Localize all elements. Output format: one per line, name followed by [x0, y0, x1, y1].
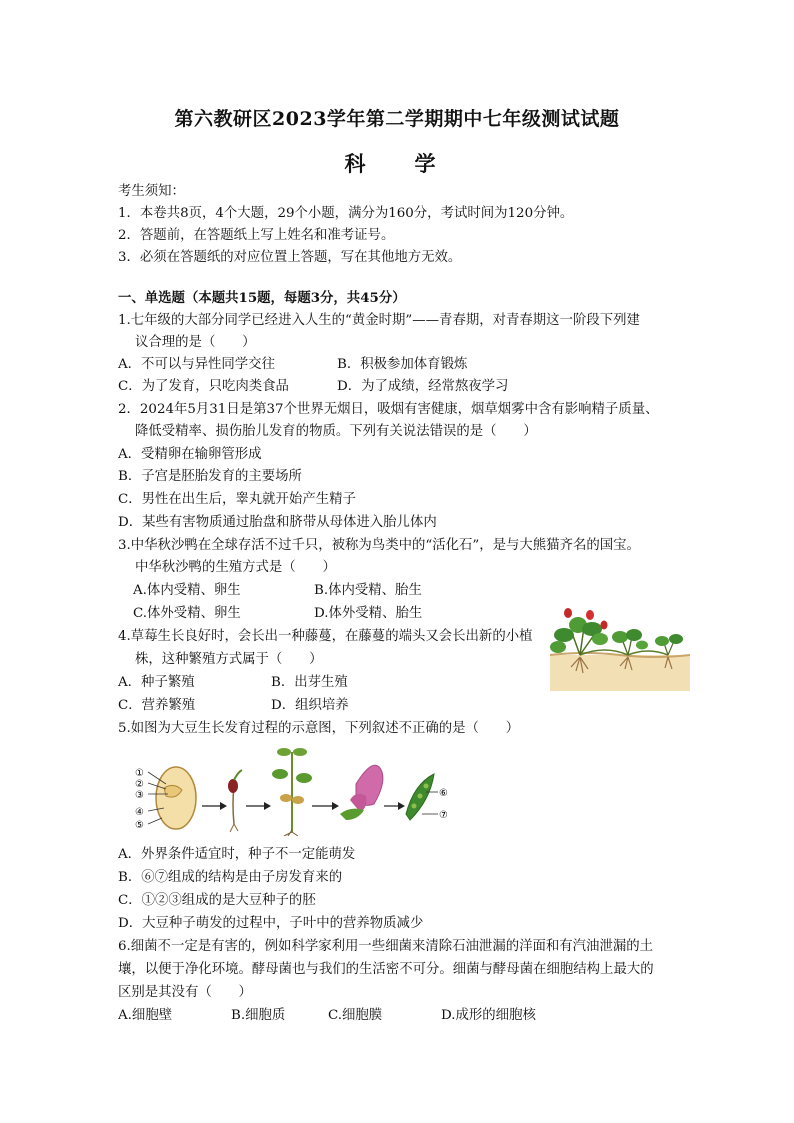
option-a: A.细胞壁 [118, 1008, 173, 1023]
notice-item: 1．本卷共8页，4个大题，29个小题，满分为160分，考试时间为120分钟。 [118, 206, 574, 221]
question-5-stem: 5.如图为大豆生长发育过程的示意图，下列叙述不正确的是（ ） [118, 721, 520, 736]
option-c: C.细胞膜 [328, 1008, 383, 1023]
diagram-label: ⑤ [135, 820, 144, 831]
strawberry-runner-image [550, 605, 690, 691]
option-d: D．为了成绩，经常熬夜学习 [337, 379, 509, 394]
diagram-label: ② [135, 779, 144, 790]
option-a: A．种子繁殖 [118, 675, 195, 690]
option-a: A．外界条件适宜时，种子不一定能萌发 [118, 847, 356, 862]
question-3-stem-cont: 中华秋沙鸭的生殖方式是（ ） [135, 560, 336, 575]
option-d: D．某些有害物质通过胎盘和脐带从母体进入胎儿体内 [118, 515, 437, 530]
question-4-stem-cont: 株，这种繁殖方式属于（ ） [135, 652, 323, 667]
diagram-label: ③ [135, 790, 144, 801]
option-a: A.体内受精、卵生 [133, 583, 241, 598]
question-1-stem-cont: 议合理的是（ ） [135, 335, 256, 350]
option-b: B．⑥⑦组成的结构是由子房发育来的 [118, 870, 343, 885]
question-6-stem-cont: 区别是其没有（ ） [118, 985, 252, 1000]
diagram-label: ⑥ [439, 788, 448, 799]
question-2-stem-cont: 降低受精率、损伤胎儿发育的物质。下列有关说法错误的是（ ） [135, 424, 537, 439]
option-a: A．不可以与异性同学交往 [118, 357, 275, 372]
notice-item: 3．必须在答题纸的对应位置上答题，写在其他地方无效。 [118, 250, 462, 265]
option-d: D.成形的细胞核 [441, 1008, 536, 1023]
question-3-stem: 3.中华秋沙鸭在全球存活不过千只，被称为鸟类中的“活化石”，是与大熊猫齐名的国宝。 [118, 538, 640, 553]
option-b: B．积极参加体育锻炼 [337, 357, 468, 372]
option-d: D.体外受精、胎生 [314, 606, 423, 621]
option-c: C．营养繁殖 [118, 698, 196, 713]
option-c: C．男性在出生后，睾丸就开始产生精子 [118, 492, 356, 507]
diagram-label: ⑦ [439, 810, 448, 821]
option-a: A．受精卵在输卵管形成 [118, 447, 262, 462]
option-c: C．为了发育，只吃肉类食品 [118, 379, 289, 394]
option-c: C．①②③组成的是大豆种子的胚 [118, 893, 316, 908]
section-heading: 一、单选题（本题共15题，每题3分，共45分） [118, 290, 406, 306]
diagram-label: ① [135, 768, 144, 779]
question-1-stem: 1.七年级的大部分同学已经进入人生的“黄金时期”——青春期，对青春期这一阶段下列建 [118, 313, 640, 328]
option-b: B．子宫是胚胎发育的主要场所 [118, 469, 302, 484]
option-b: B.细胞质 [231, 1008, 286, 1023]
option-d: D．大豆种子萌发的过程中，子叶中的营养物质减少 [118, 916, 424, 931]
question-6-stem-cont: 壤，以便于净化环境。酵母菌也与我们的生活密不可分。细菌与酵母菌在细胞结构上最大的 [118, 962, 654, 977]
exam-title: 第六教研区2023学年第二学期期中七年级测试试题 [174, 108, 620, 130]
notice-item: 2．答题前，在答题纸上写上姓名和准考证号。 [118, 228, 395, 243]
soybean-growth-diagram [134, 744, 464, 836]
question-4-stem: 4.草莓生长良好时，会长出一种藤蔓，在藤蔓的端头又会长出新的小植 [118, 629, 533, 644]
diagram-label: ④ [135, 807, 144, 818]
option-b: B．出芽生殖 [271, 675, 348, 690]
question-6-stem: 6.细菌不一定是有害的，例如科学家利用一些细菌来清除石油泄漏的洋面和有汽油泄漏的土 [118, 939, 654, 954]
option-c: C.体外受精、卵生 [133, 606, 241, 621]
subject-title: 科 学 [344, 151, 450, 176]
option-b: B.体内受精、胎生 [314, 583, 422, 598]
option-d: D．组织培养 [271, 698, 349, 713]
question-2-stem: 2．2024年5月31日是第37个世界无烟日，吸烟有害健康，烟草烟雾中含有影响精子质量、 [118, 402, 659, 417]
notice-heading: 考生须知： [118, 184, 185, 199]
